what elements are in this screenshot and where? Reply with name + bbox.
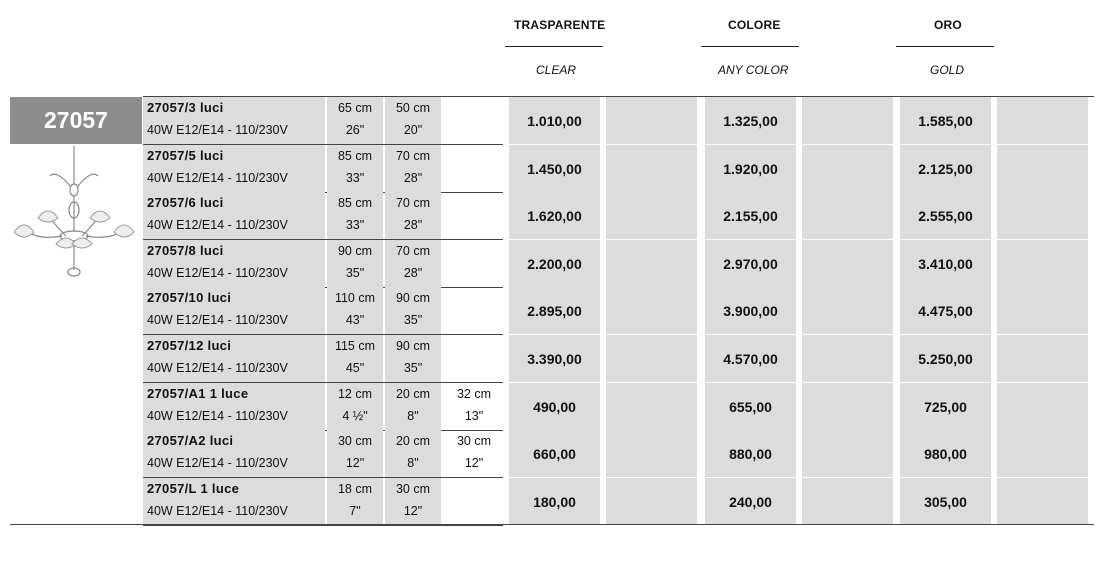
empty-cell xyxy=(802,192,893,239)
empty-cell xyxy=(997,192,1088,239)
empty-cell xyxy=(997,145,1088,192)
model-spec: 40W E12/E14 - 110/230V xyxy=(147,504,288,518)
dimension-inch: 35" xyxy=(403,313,423,327)
price-value: 655,00 xyxy=(729,398,772,415)
dimension-1-cell xyxy=(327,383,383,430)
table-row xyxy=(143,383,1094,431)
empty-cell xyxy=(606,478,697,525)
dimension-2-cell xyxy=(385,145,441,192)
price-cell xyxy=(900,478,991,525)
dimension-inch: 12" xyxy=(345,456,365,470)
dimension-3-cell xyxy=(445,478,503,525)
price-cell xyxy=(509,430,600,477)
dimension-inch: 12" xyxy=(464,456,484,470)
dimension-1-cell xyxy=(327,97,383,144)
dimension-2-cell xyxy=(385,430,441,477)
empty-cell xyxy=(997,478,1088,525)
model-name: 27057/12 luci xyxy=(147,338,232,353)
price-value: 2.555,00 xyxy=(918,207,973,224)
model-name: 27057/10 luci xyxy=(147,290,232,305)
dimension-inch: 28" xyxy=(403,171,423,185)
dimension-inch: 28" xyxy=(403,266,423,280)
model-cell xyxy=(143,430,325,477)
price-cell xyxy=(509,383,600,430)
dimension-cm: 85 cm xyxy=(337,149,373,163)
empty-cell xyxy=(997,430,1088,477)
empty-cell xyxy=(606,383,697,430)
model-cell xyxy=(143,97,325,144)
dimension-inch: 33" xyxy=(345,171,365,185)
price-cell xyxy=(705,192,796,239)
price-cell xyxy=(509,240,600,287)
dimension-inch: 35" xyxy=(345,266,365,280)
empty-cell xyxy=(606,145,697,192)
empty-cell xyxy=(606,240,697,287)
empty-cell xyxy=(802,478,893,525)
dimension-3-cell xyxy=(445,145,503,192)
dimension-2-cell xyxy=(385,97,441,144)
empty-cell xyxy=(997,240,1088,287)
price-cell xyxy=(705,335,796,382)
price-value: 660,00 xyxy=(533,445,576,462)
price-cell xyxy=(509,192,600,239)
header-trasparente: TRASPARENTE xyxy=(514,18,606,32)
dimension-1-cell xyxy=(327,287,383,334)
empty-cell xyxy=(606,287,697,334)
price-cell xyxy=(900,97,991,144)
empty-cell xyxy=(802,383,893,430)
empty-cell xyxy=(802,240,893,287)
header-rule xyxy=(505,46,603,47)
dimension-3-cell xyxy=(445,192,503,239)
table-row xyxy=(143,192,1094,240)
model-cell xyxy=(143,383,325,430)
model-spec: 40W E12/E14 - 110/230V xyxy=(147,409,288,423)
dimension-inch: 26" xyxy=(345,123,365,137)
empty-cell xyxy=(802,430,893,477)
product-code: 27057 xyxy=(10,97,142,144)
model-cell xyxy=(143,240,325,287)
header-gold: GOLD xyxy=(930,63,965,77)
model-spec: 40W E12/E14 - 110/230V xyxy=(147,171,288,185)
header-colore: COLORE xyxy=(728,18,781,32)
model-spec: 40W E12/E14 - 110/230V xyxy=(147,456,288,470)
dimension-cm: 85 cm xyxy=(337,196,373,210)
price-value: 725,00 xyxy=(924,398,967,415)
chandelier-image xyxy=(10,144,142,284)
dimension-2-cell xyxy=(385,287,441,334)
price-value: 1.585,00 xyxy=(918,112,973,129)
model-name: 27057/6 luci xyxy=(147,195,224,210)
dimension-2-cell xyxy=(385,335,441,382)
model-spec: 40W E12/E14 - 110/230V xyxy=(147,266,288,280)
header-any-color: ANY COLOR xyxy=(718,63,789,77)
price-value: 180,00 xyxy=(533,493,576,510)
price-value: 1.620,00 xyxy=(527,207,582,224)
dimension-inch: 20" xyxy=(403,123,423,137)
empty-cell xyxy=(606,192,697,239)
dimension-1-cell xyxy=(327,478,383,525)
dimension-2-cell xyxy=(385,383,441,430)
model-name: 27057/L 1 luce xyxy=(147,481,240,496)
header-clear: CLEAR xyxy=(536,63,577,77)
price-value: 490,00 xyxy=(533,398,576,415)
price-value: 980,00 xyxy=(924,445,967,462)
header-rule xyxy=(701,46,799,47)
dimension-3-cell xyxy=(445,240,503,287)
model-cell xyxy=(143,335,325,382)
price-value: 1.450,00 xyxy=(527,160,582,177)
dimension-cm: 30 cm xyxy=(395,482,431,496)
price-cell xyxy=(900,383,991,430)
empty-cell xyxy=(997,287,1088,334)
price-cell xyxy=(509,97,600,144)
price-value: 3.410,00 xyxy=(918,255,973,272)
table-row xyxy=(143,287,1094,335)
table-row xyxy=(143,478,1094,526)
header-rule xyxy=(896,46,994,47)
dimension-inch: 35" xyxy=(403,361,423,375)
price-value: 2.895,00 xyxy=(527,302,582,319)
dimension-cm: 70 cm xyxy=(395,196,431,210)
model-spec: 40W E12/E14 - 110/230V xyxy=(147,361,288,375)
price-cell xyxy=(705,97,796,144)
price-value: 2.155,00 xyxy=(723,207,778,224)
dimension-3-cell xyxy=(445,430,503,477)
dimension-inch: 7" xyxy=(349,504,361,518)
price-value: 2.970,00 xyxy=(723,255,778,272)
dimension-inch: 33" xyxy=(345,218,365,232)
header-oro: ORO xyxy=(934,18,962,32)
price-value: 305,00 xyxy=(924,493,967,510)
model-cell xyxy=(143,478,325,525)
price-value: 3.390,00 xyxy=(527,350,582,367)
dimension-cm: 110 cm xyxy=(334,291,376,305)
dimension-inch: 45" xyxy=(345,361,365,375)
price-cell xyxy=(509,287,600,334)
price-cell xyxy=(705,430,796,477)
empty-cell xyxy=(997,383,1088,430)
dimension-2-cell xyxy=(385,240,441,287)
dimension-cm: 90 cm xyxy=(395,339,431,353)
model-cell xyxy=(143,287,325,334)
price-cell xyxy=(900,287,991,334)
dimension-cm: 32 cm xyxy=(456,387,492,401)
price-value: 5.250,00 xyxy=(918,350,973,367)
empty-cell xyxy=(997,97,1088,144)
price-cell xyxy=(509,478,600,525)
dimension-1-cell xyxy=(327,192,383,239)
dimension-3-cell xyxy=(445,383,503,430)
price-value: 1.325,00 xyxy=(723,112,778,129)
dimension-2-cell xyxy=(385,192,441,239)
dimension-cm: 12 cm xyxy=(337,387,373,401)
dimension-inch: 8" xyxy=(407,456,419,470)
dimension-cm: 20 cm xyxy=(395,434,431,448)
price-cell xyxy=(900,145,991,192)
price-cell xyxy=(705,478,796,525)
empty-cell xyxy=(802,287,893,334)
dimension-cm: 30 cm xyxy=(456,434,492,448)
table-row xyxy=(143,335,1094,383)
dimension-cm: 18 cm xyxy=(337,482,373,496)
dimension-inch: 12" xyxy=(403,504,423,518)
price-cell xyxy=(705,240,796,287)
model-name: 27057/3 luci xyxy=(147,100,224,115)
price-cell xyxy=(900,430,991,477)
model-name: 27057/A2 luci xyxy=(147,433,234,448)
price-value: 880,00 xyxy=(729,445,772,462)
dimension-cm: 90 cm xyxy=(395,291,431,305)
price-cell xyxy=(705,287,796,334)
dimension-3-cell xyxy=(445,97,503,144)
dimension-inch: 8" xyxy=(407,409,419,423)
empty-cell xyxy=(606,430,697,477)
empty-cell xyxy=(606,335,697,382)
dimension-cm: 30 cm xyxy=(337,434,373,448)
empty-cell xyxy=(802,97,893,144)
empty-cell xyxy=(802,335,893,382)
row-divider xyxy=(143,525,503,526)
empty-cell xyxy=(606,97,697,144)
table-row xyxy=(143,97,1094,145)
model-spec: 40W E12/E14 - 110/230V xyxy=(147,218,288,232)
price-cell xyxy=(705,145,796,192)
dimension-3-cell xyxy=(445,287,503,334)
model-name: 27057/5 luci xyxy=(147,148,224,163)
dimension-cm: 90 cm xyxy=(337,244,373,258)
dimension-cm: 115 cm xyxy=(334,339,376,353)
price-cell xyxy=(509,335,600,382)
model-spec: 40W E12/E14 - 110/230V xyxy=(147,313,288,327)
table-row xyxy=(143,430,1094,478)
table-top-rule xyxy=(143,96,1094,97)
model-cell xyxy=(143,145,325,192)
empty-cell xyxy=(997,335,1088,382)
dimension-2-cell xyxy=(385,478,441,525)
price-cell xyxy=(900,335,991,382)
dimension-inch: 28" xyxy=(403,218,423,232)
price-cell xyxy=(900,192,991,239)
price-value: 2.200,00 xyxy=(527,255,582,272)
model-cell xyxy=(143,192,325,239)
dimension-cm: 70 cm xyxy=(395,244,431,258)
price-value: 1.920,00 xyxy=(723,160,778,177)
price-value: 4.475,00 xyxy=(918,302,973,319)
dimension-1-cell xyxy=(327,430,383,477)
table-bottom-rule xyxy=(10,524,1094,525)
dimension-1-cell xyxy=(327,240,383,287)
dimension-cm: 50 cm xyxy=(395,101,431,115)
model-name: 27057/A1 1 luce xyxy=(147,386,249,401)
dimension-3-cell xyxy=(445,335,503,382)
empty-cell xyxy=(802,145,893,192)
price-value: 1.010,00 xyxy=(527,112,582,129)
dimension-inch: 43" xyxy=(345,313,365,327)
dimension-1-cell xyxy=(327,335,383,382)
dimension-inch: 13" xyxy=(464,409,484,423)
table-row xyxy=(143,145,1094,193)
dimension-cm: 70 cm xyxy=(395,149,431,163)
model-name: 27057/8 luci xyxy=(147,243,224,258)
price-cell xyxy=(509,145,600,192)
dimension-1-cell xyxy=(327,145,383,192)
dimension-inch: 4 ½" xyxy=(342,409,368,423)
price-cell xyxy=(705,383,796,430)
price-cell xyxy=(900,240,991,287)
dimension-cm: 20 cm xyxy=(395,387,431,401)
price-value: 2.125,00 xyxy=(918,160,973,177)
dimension-cm: 65 cm xyxy=(337,101,373,115)
table-row xyxy=(143,240,1094,288)
price-value: 3.900,00 xyxy=(723,302,778,319)
model-spec: 40W E12/E14 - 110/230V xyxy=(147,123,288,137)
price-value: 4.570,00 xyxy=(723,350,778,367)
price-value: 240,00 xyxy=(729,493,772,510)
